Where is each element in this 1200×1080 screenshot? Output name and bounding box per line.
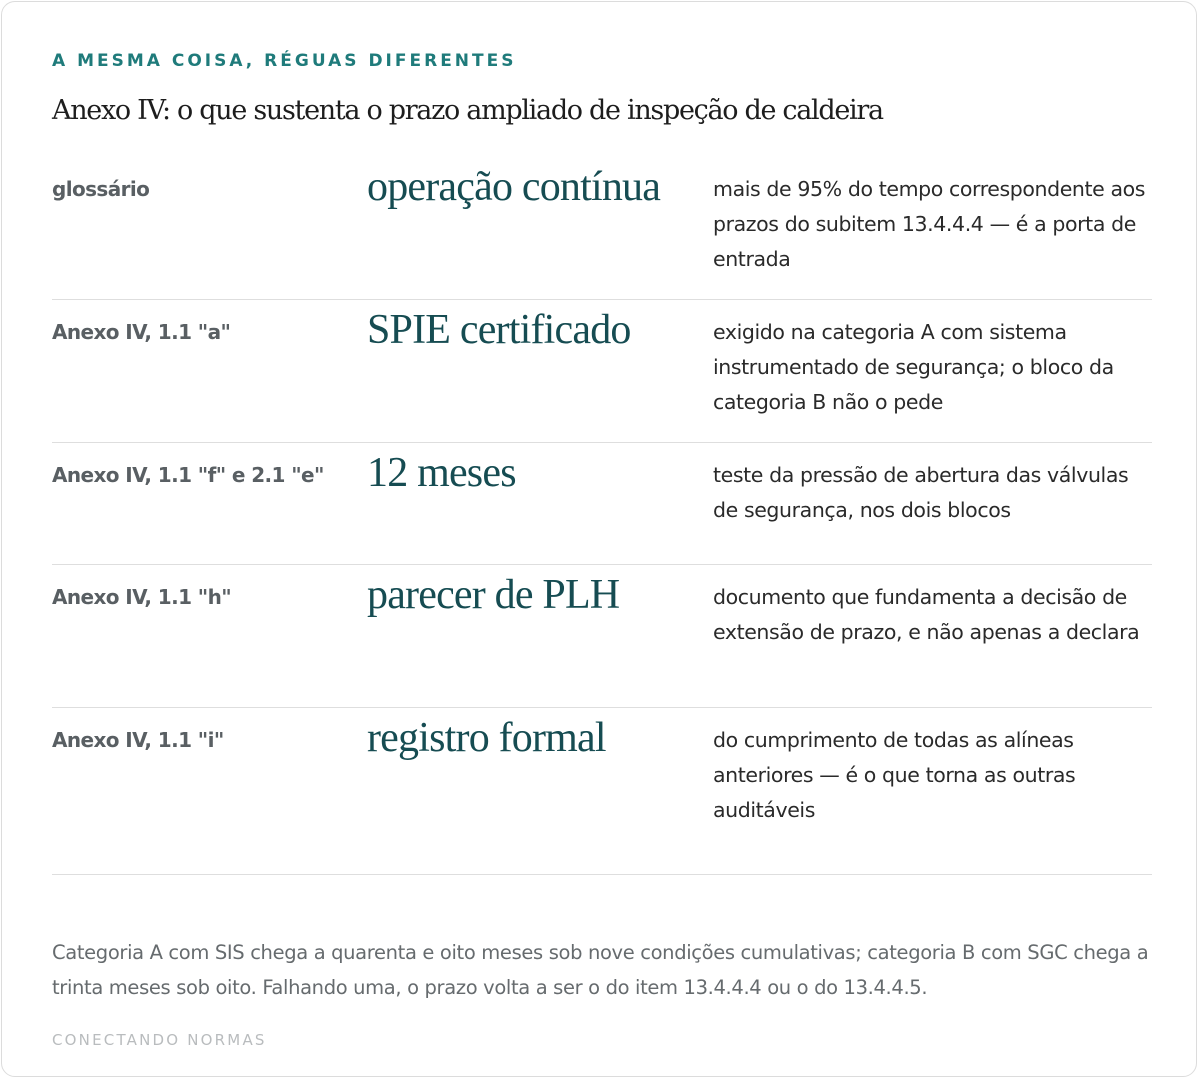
glossary-row-operacao-continua bbox=[52, 157, 1152, 300]
row-reference: Anexo IV, 1.1 "i" bbox=[52, 728, 224, 752]
row-term: parecer de PLH bbox=[367, 572, 620, 618]
footnote-text: Categoria A com SIS chega a quarenta e oito meses sob nove condições cumulativas; categoria B com SGC chega a trinta meses sob oito. Falhando uma, o prazo volta a ser o do item 13.4.4.4 ou o do 13.4.4.5. bbox=[52, 941, 1149, 999]
row-description: teste da pressão de abertura das válvulas de segurança, nos dois blocos bbox=[713, 463, 1129, 522]
brand-signature: CONECTANDO NORMAS bbox=[52, 1031, 267, 1049]
page-title: Anexo IV: o que sustenta o prazo ampliado de inspeção de caldeira bbox=[52, 95, 883, 126]
row-description: mais de 95% do tempo correspondente aos prazos do subitem 13.4.4.4 — é a porta de entrada bbox=[713, 177, 1146, 271]
glossary-row-12-meses bbox=[52, 443, 1152, 565]
row-description: documento que fundamenta a decisão de extensão de prazo, e não apenas a declara bbox=[713, 585, 1140, 644]
eyebrow-label: A MESMA COISA, RÉGUAS DIFERENTES bbox=[52, 51, 517, 71]
row-term: 12 meses bbox=[367, 450, 516, 496]
row-term: operação contínua bbox=[367, 164, 661, 210]
row-reference: glossário bbox=[52, 177, 150, 201]
content-card bbox=[1, 1, 1197, 1077]
glossary-table bbox=[52, 157, 1152, 875]
row-reference: Anexo IV, 1.1 "a" bbox=[52, 320, 231, 344]
glossary-row-registro-formal bbox=[52, 708, 1152, 875]
row-term: registro formal bbox=[367, 715, 606, 761]
row-reference: Anexo IV, 1.1 "f" e 2.1 "e" bbox=[52, 463, 324, 487]
glossary-row-parecer-de-plh bbox=[52, 565, 1152, 708]
row-description: exigido na categoria A com sistema instrumentado de segurança; o bloco da categoria B não o pede bbox=[713, 320, 1114, 414]
row-term: SPIE certificado bbox=[367, 307, 631, 353]
row-description: do cumprimento de todas as alíneas anteriores — é o que torna as outras auditáveis bbox=[713, 728, 1076, 822]
glossary-row-spie-certificado bbox=[52, 300, 1152, 443]
row-reference: Anexo IV, 1.1 "h" bbox=[52, 585, 232, 609]
